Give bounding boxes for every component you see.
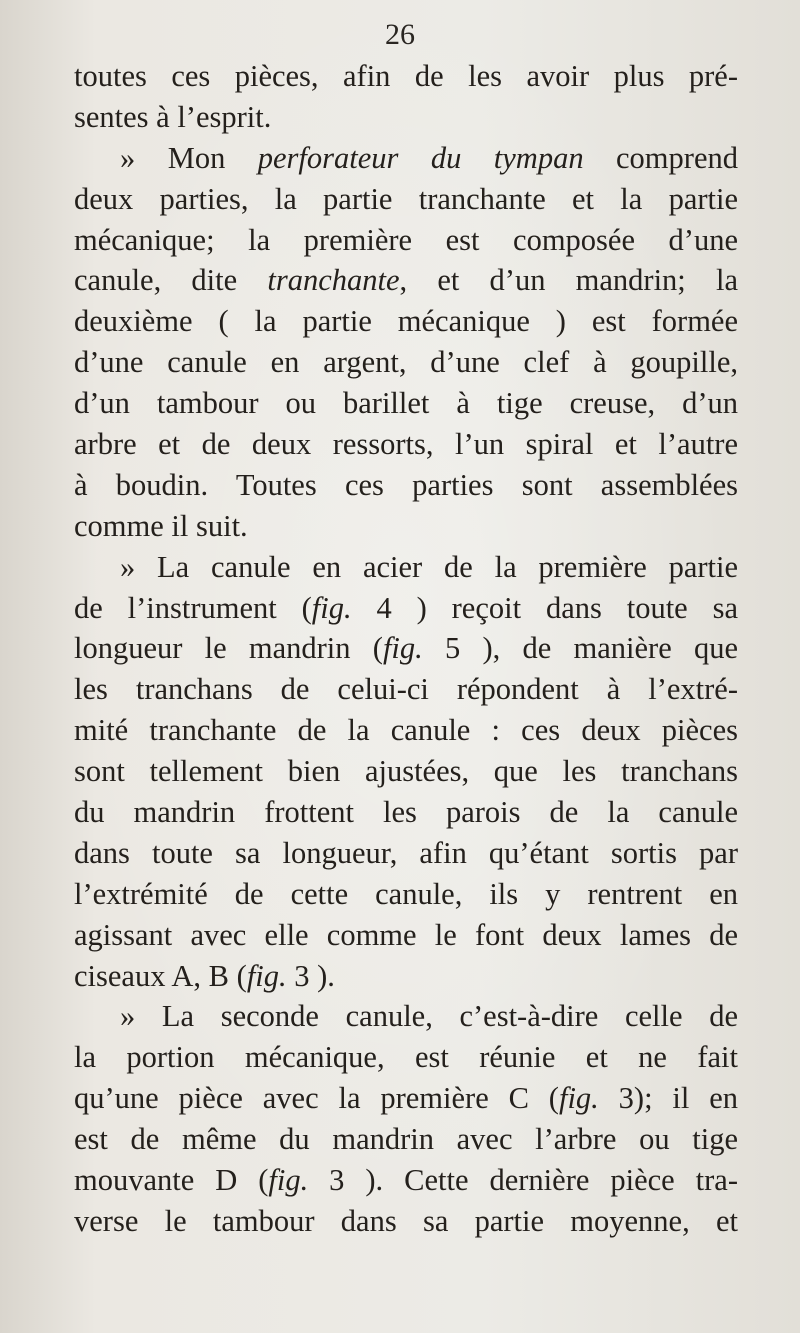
italic-text-run: fig. [382,631,423,666]
text-run: d’un tambour ou barillet à tige creuse, d’un [74,386,738,421]
text-run: 3); il en [598,1081,739,1116]
italic-text-run: fig. [268,1163,309,1198]
text-line [74,506,738,547]
text-run: toutes ces pièces, afin de les avoir plus pré- [74,59,738,93]
text-line [74,996,738,1037]
italic-text-run: fig. [311,590,352,625]
text-line [74,1119,738,1160]
text-run: dans toute sa longueur, afin qu’étant sortis par [74,835,738,870]
text-run: mouvante D ( [74,1163,269,1198]
text-run: 4 ) reçoit dans toute sa [351,590,738,625]
text-run: qu’une pièce avec la première C ( [74,1081,559,1116]
text-line [74,260,738,301]
text-run: mécanique; la première est composée d’une [74,222,738,257]
text-line [74,179,738,220]
text-line [74,751,738,792]
text-run: l’extrémité de cette canule, ils y rentrent en [74,876,738,911]
text-run: de l’instrument ( [74,590,312,625]
italic-text-run: fig. [246,958,287,993]
text-run: sont tellement bien ajustées, que les tranchans [74,754,738,789]
text-run: à boudin. Toutes ces parties sont assemblées [74,467,738,502]
text-run: agissant avec elle comme le font deux lames de [74,917,738,952]
text-line [74,465,738,506]
text-run: d’une canule en argent, d’une clef à goupille, [74,345,738,380]
text-line [74,1201,738,1242]
text-line [74,669,738,710]
text-run: canule, dite [74,263,268,298]
italic-text-run: perforateur du tympan [257,140,584,175]
text-line [74,424,738,465]
text-run: du mandrin frottent les parois de la canule [74,795,738,830]
italic-text-run: fig. [558,1081,599,1116]
text-line [74,138,738,179]
text-run: 5 ), de manière que [422,631,739,666]
page-number: 26 [385,18,415,51]
text-line [74,383,738,424]
text-line [74,97,738,138]
text-line [74,1160,738,1201]
text-run: » La seconde canule, c’est-à-dire celle de [120,999,738,1034]
text-line [74,628,738,669]
text-line [74,792,738,833]
text-line [74,56,738,97]
text-line [74,342,738,383]
text-run: , et d’un mandrin; la [399,263,738,298]
text-run: arbre et de deux ressorts, l’un spiral et l’autre [74,427,738,462]
text-run: la portion mécanique, est réunie et ne fait [74,1040,738,1075]
text-line [74,1078,738,1119]
text-run: comprend [583,140,738,175]
text-line [74,588,738,629]
text-line [74,833,738,874]
text-line [74,301,738,342]
text-run: ciseaux A, B ( [74,958,247,993]
text-run: est de même du mandrin avec l’arbre ou tige [74,1122,738,1157]
text-line [74,956,738,997]
text-run: longueur le mandrin ( [74,631,383,666]
text-line [74,874,738,915]
text-line [74,915,738,956]
text-line [74,547,738,588]
text-run: 3 ). Cette dernière pièce tra- [308,1163,738,1198]
italic-text-run: tranchante [267,263,400,298]
text-run: deux parties, la partie tranchante et la partie [74,181,738,216]
text-line [74,710,738,751]
text-run: comme il suit. [74,508,248,543]
text-run: sentes à l’esprit. [74,99,272,134]
text-run: mité tranchante de la canule : ces deux pièces [74,713,738,748]
text-run: deuxième ( la partie mécanique ) est formée [74,304,738,339]
text-line [74,1037,738,1078]
text-run: » La canule en acier de la première partie [120,549,738,584]
text-run: les tranchans de celui-ci répondent à l’extré- [74,672,738,707]
text-run: 3 ). [286,958,335,993]
text-run: » Mon [120,140,258,175]
body-text [74,56,738,1242]
text-line [74,220,738,261]
text-run: verse le tambour dans sa partie moyenne, et [74,1203,738,1238]
